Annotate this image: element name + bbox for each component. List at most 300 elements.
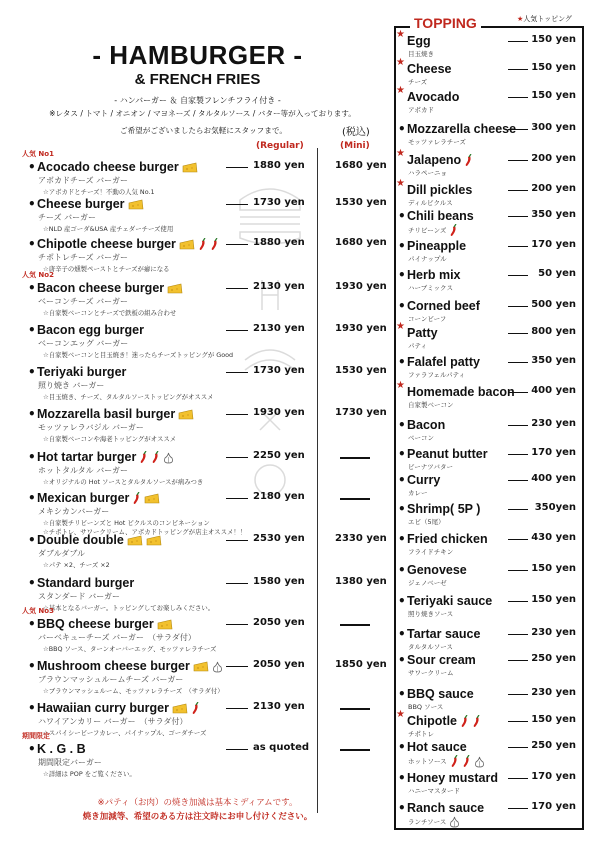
topping-item	[398, 740, 583, 770]
price-leader	[226, 666, 248, 667]
topping-japanese	[408, 105, 434, 114]
bullet: •	[398, 771, 406, 785]
bullet: •	[398, 801, 406, 815]
topping-japanese	[408, 578, 447, 587]
topping-name	[407, 239, 466, 253]
topping-name	[407, 714, 481, 728]
topping-item	[398, 687, 583, 717]
chili-icon	[198, 238, 207, 251]
mini-price: 1850 yen	[335, 659, 387, 670]
price-leader	[508, 480, 528, 481]
regular-price: 2530 yen	[253, 533, 305, 544]
menu-item-note: ☆基本となるバーガー。トッピングしてお楽しみください。	[43, 604, 215, 612]
bullet: •	[28, 701, 36, 715]
menu-item-note: ☆パテ ×2、チーズ ×2	[43, 561, 110, 569]
menu-item-japanese: ベーコンエッグ バーガー	[38, 339, 129, 348]
topping-japanese-text: ランチソース	[408, 818, 447, 826]
menu-item-note: ☆自家製ベーコンや海老トッピングがオススメ	[43, 435, 177, 443]
topping-japanese	[408, 198, 453, 207]
topping-item	[396, 380, 583, 415]
topping-price: 400 yen	[531, 385, 576, 396]
bullet: •	[28, 407, 36, 421]
menu-item-note: ☆ブラウンマッシュルーム、モッツァレラチーズ （サラダ付）	[43, 687, 224, 695]
topping-japanese-text: パティ	[408, 342, 427, 350]
topping-japanese	[408, 341, 427, 350]
topping-japanese-text: サワークリーム	[408, 669, 454, 677]
regular-price: as quoted	[253, 742, 310, 753]
price-leader	[508, 509, 528, 510]
topping-price: 150 yen	[531, 90, 576, 101]
topping-name-text: Dill pickles	[407, 183, 473, 197]
topping-japanese	[408, 755, 485, 768]
bullet: •	[398, 687, 406, 701]
topping-name	[407, 771, 498, 785]
menu-item-name	[37, 491, 160, 505]
price-leader	[226, 167, 248, 168]
menu-item-note: ☆目玉焼き、チーズ、タルタルソーストッピングがオススメ	[43, 393, 214, 401]
topping-name-text: Chili beans	[407, 209, 474, 223]
mini-price: 1680 yen	[335, 237, 387, 248]
topping-japanese	[408, 462, 453, 471]
menu-item-name-text: Bacon cheese burger	[37, 281, 165, 295]
menu-item-name	[37, 281, 183, 295]
price-leader	[508, 216, 528, 217]
cheese-icon	[144, 493, 160, 504]
bullet: •	[28, 533, 36, 547]
topping-name-text: Corned beef	[407, 299, 480, 313]
bullet: •	[28, 576, 36, 590]
menu-item-name	[37, 407, 194, 421]
menu-item-name-text: Bacon egg burger	[37, 323, 144, 337]
topping-price: 170 yen	[531, 801, 576, 812]
price-leader	[508, 721, 528, 722]
menu-item-name	[37, 742, 86, 756]
menu-item-name	[37, 533, 162, 547]
topping-item	[398, 801, 583, 831]
menu-item-note: ☆自家製チリビーンズと Hot ピクルスのコンビネーション	[43, 519, 210, 527]
topping-name	[407, 594, 492, 608]
menu-item	[0, 323, 392, 367]
chili-icon	[450, 755, 459, 768]
mini-price: 1380 yen	[335, 576, 387, 587]
cheese-icon	[172, 703, 188, 714]
topping-japanese-text: カレー	[408, 489, 428, 497]
topping-name-text: Hot sauce	[407, 740, 467, 754]
topping-japanese	[408, 49, 434, 58]
popular-topping-label: 人気トッピング	[523, 15, 572, 23]
bullet: •	[398, 239, 406, 253]
bullet: •	[28, 742, 36, 756]
mini-unavailable-dash	[340, 749, 370, 751]
topping-japanese-text: ホットソース	[408, 757, 447, 766]
topping-item	[396, 29, 583, 64]
price-leader	[508, 275, 528, 276]
popular-star-icon: ★	[396, 148, 405, 159]
topping-name	[407, 385, 515, 399]
topping-japanese-text: BBQ ソース	[408, 703, 444, 711]
topping-name	[407, 34, 431, 48]
topping-japanese-text: ファラフェルパティ	[408, 371, 466, 379]
regular-price: 2250 yen	[253, 450, 305, 461]
regular-price: 1930 yen	[253, 407, 305, 418]
menu-item	[0, 533, 392, 577]
topping-name-text: Homemade bacon	[407, 385, 515, 399]
price-leader	[226, 749, 248, 750]
chili-icon	[462, 755, 471, 768]
topping-price: 350 yen	[531, 209, 576, 220]
topping-japanese-text: 自家製ベーコン	[408, 401, 454, 409]
popular-star-icon: ★	[396, 85, 405, 96]
price-leader	[508, 808, 528, 809]
topping-japanese	[408, 314, 446, 323]
topping-name	[407, 209, 474, 223]
topping-name-text: Avocado	[407, 90, 460, 104]
bullet: •	[28, 323, 36, 337]
topping-name-text: Curry	[407, 473, 441, 487]
menu-item-name-text: Cheese burger	[37, 197, 125, 211]
price-leader	[226, 330, 248, 331]
menu-item	[0, 659, 392, 703]
menu-item-name	[37, 365, 126, 379]
cheese-icon	[128, 199, 144, 210]
topping-japanese-text: ピーナツバター	[408, 463, 454, 471]
topping-name	[407, 268, 461, 282]
regular-price: 1730 yen	[253, 365, 305, 376]
popularity-tag: 期間限定	[22, 732, 50, 740]
topping-japanese-text: モッツァレラチーズ	[408, 138, 466, 146]
topping-price: 230 yen	[531, 627, 576, 638]
menu-item-note: ☆スパイシービーフカレー、パイナップル、ゴーダチーズ	[43, 729, 207, 737]
menu-item	[0, 237, 392, 281]
mini-unavailable-dash	[340, 457, 370, 459]
topping-price: 250 yen	[531, 740, 576, 751]
topping-name	[407, 326, 438, 340]
topping-item	[396, 321, 583, 356]
topping-title: TOPPING	[410, 15, 481, 31]
price-leader	[508, 129, 528, 130]
bullet: •	[398, 653, 406, 667]
topping-japanese-text: コーンビーフ	[408, 315, 447, 323]
popular-star-icon: ★	[396, 380, 405, 391]
menu-item-note: ☆自家製ベーコンと目玉焼き！迷ったらチーズトッピングが Good	[43, 351, 234, 359]
menu-item-note-2: ☆チポトレ、サワークリーム、アボカドトッピングが店主オススメ！！	[43, 528, 247, 536]
topping-japanese	[408, 816, 460, 828]
topping-name	[407, 418, 445, 432]
topping-name-text: Egg	[407, 34, 431, 48]
topping-price: 170 yen	[531, 239, 576, 250]
chili-icon	[132, 492, 141, 505]
footer-note-2: 焼き加減等、希望のある方は注文時にお申し付けください。	[82, 812, 313, 822]
mini-unavailable-dash	[340, 498, 370, 500]
topping-name	[407, 355, 480, 369]
topping-price: 150 yen	[531, 714, 576, 725]
bullet: •	[398, 627, 406, 641]
topping-japanese	[408, 433, 434, 442]
topping-japanese-text: エビ（5尾）	[408, 518, 445, 526]
garlic-icon	[449, 816, 460, 828]
topping-price: 250 yen	[531, 653, 576, 664]
bullet: •	[28, 659, 36, 673]
topping-japanese-text: 照り焼きソース	[408, 610, 454, 618]
topping-name-text: Mozzarella cheese	[407, 122, 517, 136]
topping-item	[398, 502, 583, 532]
bullet: •	[398, 447, 406, 461]
price-leader	[508, 160, 528, 161]
menu-item-japanese: ブラウンマッシュルームチーズ バーガー	[38, 675, 184, 684]
menu-item-japanese: モッツァレラバジル バーガー	[38, 423, 144, 432]
topping-japanese-text: ジェノベーゼ	[408, 579, 447, 587]
bullet: •	[398, 502, 406, 516]
menu-item-name-text: Double double	[37, 533, 124, 547]
menu-item-japanese: 照り焼き バーガー	[38, 381, 105, 390]
price-leader	[226, 624, 248, 625]
price-leader	[508, 306, 528, 307]
topping-name-text: Herb mix	[407, 268, 461, 282]
topping-name-text: BBQ sauce	[407, 687, 474, 701]
price-leader	[226, 457, 248, 458]
topping-name	[407, 473, 440, 487]
regular-price: 1880 yen	[253, 160, 305, 171]
topping-japanese-text: 目玉焼き	[408, 50, 434, 58]
topping-name	[407, 299, 480, 313]
topping-japanese	[408, 168, 447, 177]
price-leader	[508, 694, 528, 695]
mini-price: 1730 yen	[335, 407, 387, 418]
topping-name-text: Ranch sauce	[407, 801, 485, 815]
bullet: •	[28, 160, 36, 174]
chili-icon	[139, 451, 148, 464]
topping-name-text: Falafel patty	[407, 355, 480, 369]
menu-item-japanese: アボカドチーズ バーガー	[38, 176, 128, 185]
topping-price: 350yen	[534, 502, 576, 513]
topping-name	[407, 563, 467, 577]
price-leader	[226, 583, 248, 584]
price-leader	[226, 540, 248, 541]
topping-price: 230 yen	[531, 418, 576, 429]
menu-item-note: ☆BBQ ソース、ターンオーバーエッグ、モッツァレラチーズ	[43, 645, 217, 653]
price-leader	[508, 747, 528, 748]
menu-item-note: ☆唐辛子の燻製ペーストとチーズが癖になる	[43, 265, 170, 273]
bullet: •	[28, 491, 36, 505]
price-leader	[508, 41, 528, 42]
chili-icon	[460, 715, 469, 728]
topping-name	[407, 62, 451, 76]
mini-price: 1930 yen	[335, 323, 387, 334]
topping-item	[398, 771, 583, 801]
popular-star-icon: ★	[396, 29, 405, 40]
popularity-tag: 人気 No2	[22, 271, 54, 279]
topping-japanese-text: ベーコン	[408, 434, 434, 442]
topping-item	[396, 85, 583, 120]
price-leader	[508, 362, 528, 363]
menu-item-name	[37, 659, 223, 673]
menu-item-japanese: バーベキューチーズ バーガー （サラダ付）	[38, 633, 196, 642]
price-leader	[508, 570, 528, 571]
topping-name	[407, 502, 480, 516]
popular-topping-legend	[517, 14, 572, 24]
bullet: •	[398, 473, 406, 487]
topping-japanese-text: ハラペーニョ	[408, 169, 447, 177]
menu-item-name-text: Mushroom cheese burger	[37, 659, 190, 673]
topping-name-text: Sour cream	[407, 653, 476, 667]
topping-japanese-text: チーズ	[408, 78, 428, 86]
topping-name-text: Jalapeno	[407, 153, 462, 167]
menu-item-name	[37, 160, 198, 174]
topping-name-text: Honey mustard	[407, 771, 498, 785]
menu-item-japanese: 期間限定バーガー	[38, 758, 102, 767]
price-leader	[508, 246, 528, 247]
regular-price: 2180 yen	[253, 491, 305, 502]
garlic-icon	[163, 452, 174, 464]
menu-item	[0, 491, 392, 535]
bullet: •	[28, 281, 36, 295]
topping-name	[407, 153, 473, 167]
regular-price: 2130 yen	[253, 281, 305, 292]
topping-japanese	[408, 400, 454, 409]
bullet: •	[398, 209, 406, 223]
popular-star-icon: ★	[396, 178, 405, 189]
menu-item-name	[37, 576, 134, 590]
menu-item-name	[37, 701, 200, 715]
topping-item	[398, 418, 583, 448]
menu-item-name-text: Hawaiian curry burger	[37, 701, 169, 715]
chili-icon	[472, 715, 481, 728]
topping-japanese	[408, 729, 434, 738]
bullet: •	[398, 418, 406, 432]
bullet: •	[398, 594, 406, 608]
menu-item-japanese: ベーコンチーズ バーガー	[38, 297, 128, 306]
topping-japanese	[408, 77, 427, 86]
intro-line-1: - ハンバーガー ＆ 自家製フレンチフライ付き -	[114, 96, 281, 105]
bullet: •	[28, 197, 36, 211]
topping-japanese	[408, 283, 453, 292]
cheese-icon	[146, 535, 162, 546]
regular-price: 2050 yen	[253, 659, 305, 670]
topping-item	[398, 209, 583, 239]
topping-name	[407, 801, 484, 815]
bullet: •	[28, 617, 36, 631]
topping-item	[398, 594, 583, 624]
menu-item	[0, 197, 392, 241]
topping-japanese-text: ハニーマスタード	[408, 787, 460, 795]
popularity-tag: 人気 No3	[22, 607, 54, 615]
topping-price: 230 yen	[531, 687, 576, 698]
price-leader	[226, 244, 248, 245]
price-leader	[508, 778, 528, 779]
topping-name	[407, 90, 459, 104]
topping-price: 350 yen	[531, 355, 576, 366]
topping-item	[398, 532, 583, 562]
topping-name	[407, 653, 476, 667]
topping-japanese-text: パイナップル	[408, 255, 447, 263]
chili-icon	[210, 238, 219, 251]
bullet: •	[398, 740, 406, 754]
popular-star-icon: ★	[396, 709, 405, 720]
garlic-icon	[212, 661, 223, 673]
menu-item-japanese: ハワイアンカリー バーガー （サラダ付）	[38, 717, 188, 726]
topping-price: 200 yen	[531, 153, 576, 164]
topping-japanese	[408, 370, 465, 379]
menu-item-name	[37, 323, 144, 337]
mini-price: 1930 yen	[335, 281, 387, 292]
topping-japanese	[408, 702, 443, 711]
bullet: •	[28, 450, 36, 464]
price-leader	[226, 708, 248, 709]
topping-price: 200 yen	[531, 183, 576, 194]
regular-price: 2130 yen	[253, 323, 305, 334]
topping-price: 500 yen	[531, 299, 576, 310]
menu-item-name-text: Acocado cheese burger	[37, 160, 179, 174]
menu-item-name	[37, 197, 144, 211]
popular-star-icon: ★	[396, 321, 405, 332]
cheese-icon	[179, 239, 195, 250]
topping-item	[398, 473, 583, 503]
menu-item-japanese: チポトレチーズ バーガー	[38, 253, 128, 262]
cheese-icon	[157, 619, 173, 630]
menu-item-name	[37, 450, 174, 464]
menu-item-japanese: ダブルダブル	[38, 549, 86, 558]
topping-name	[407, 740, 467, 754]
topping-japanese	[408, 642, 453, 651]
topping-price: 170 yen	[531, 771, 576, 782]
topping-japanese	[408, 547, 453, 556]
topping-item	[398, 122, 583, 152]
menu-item-note: ☆自家製ベーコンとチーズで鉄板の組み合わせ	[43, 309, 177, 317]
intro-line-3: ご希望がございましたらお気軽にスタッフまで。	[120, 126, 287, 135]
star-icon: ★	[517, 15, 524, 23]
menu-item-japanese: スタンダード バーガー	[38, 592, 121, 601]
cheese-icon	[127, 535, 143, 546]
menu-item-note: ☆詳細は POP をご覧ください。	[43, 770, 136, 778]
topping-price: 150 yen	[531, 594, 576, 605]
topping-price: 800 yen	[531, 326, 576, 337]
price-leader	[508, 97, 528, 98]
menu-item-name-text: BBQ cheese burger	[37, 617, 154, 631]
topping-name-text: Patty	[407, 326, 438, 340]
intro-line-2: ※レタス / トマト / オニオン / マヨネーズ / タルタルソース / バター等が入っております。	[49, 109, 356, 118]
topping-price: 430 yen	[531, 532, 576, 543]
price-leader	[226, 288, 248, 289]
topping-price: 50 yen	[538, 268, 576, 279]
column-mini-label: (Mini)	[340, 141, 370, 151]
topping-japanese	[408, 224, 458, 237]
mini-unavailable-dash	[340, 708, 370, 710]
menu-item-note: ☆オリジナルの Hot ソースとタルタルソースが病みつき	[43, 478, 204, 486]
menu-item	[0, 407, 392, 451]
topping-japanese	[408, 488, 428, 497]
bullet: •	[398, 122, 406, 136]
menu-item-japanese: ホットタルタル バーガー	[38, 466, 129, 475]
topping-japanese	[408, 254, 447, 263]
price-leader	[508, 660, 528, 661]
bullet: •	[28, 237, 36, 251]
menu-item-note: ☆NLD 産ゴーダ&USA 産チェダーチーズ使用	[43, 225, 174, 233]
regular-price: 2050 yen	[253, 617, 305, 628]
page-title: - HAMBURGER -	[92, 40, 303, 70]
page-subtitle: & FRENCH FRIES	[134, 71, 261, 88]
footer-note-1: ※パティ（お肉）の焼き加減は基本ミディアムです。	[97, 798, 298, 808]
topping-name	[407, 183, 472, 197]
menu-item-name-text: Mexican burger	[37, 491, 130, 505]
chili-icon	[151, 451, 160, 464]
topping-price: 150 yen	[531, 563, 576, 574]
bullet: •	[28, 365, 36, 379]
topping-name	[407, 627, 480, 641]
popular-star-icon: ★	[396, 57, 405, 68]
cheese-icon	[178, 409, 194, 420]
menu-item-name-text: K . G . B	[37, 742, 86, 756]
regular-price: 1730 yen	[253, 197, 305, 208]
